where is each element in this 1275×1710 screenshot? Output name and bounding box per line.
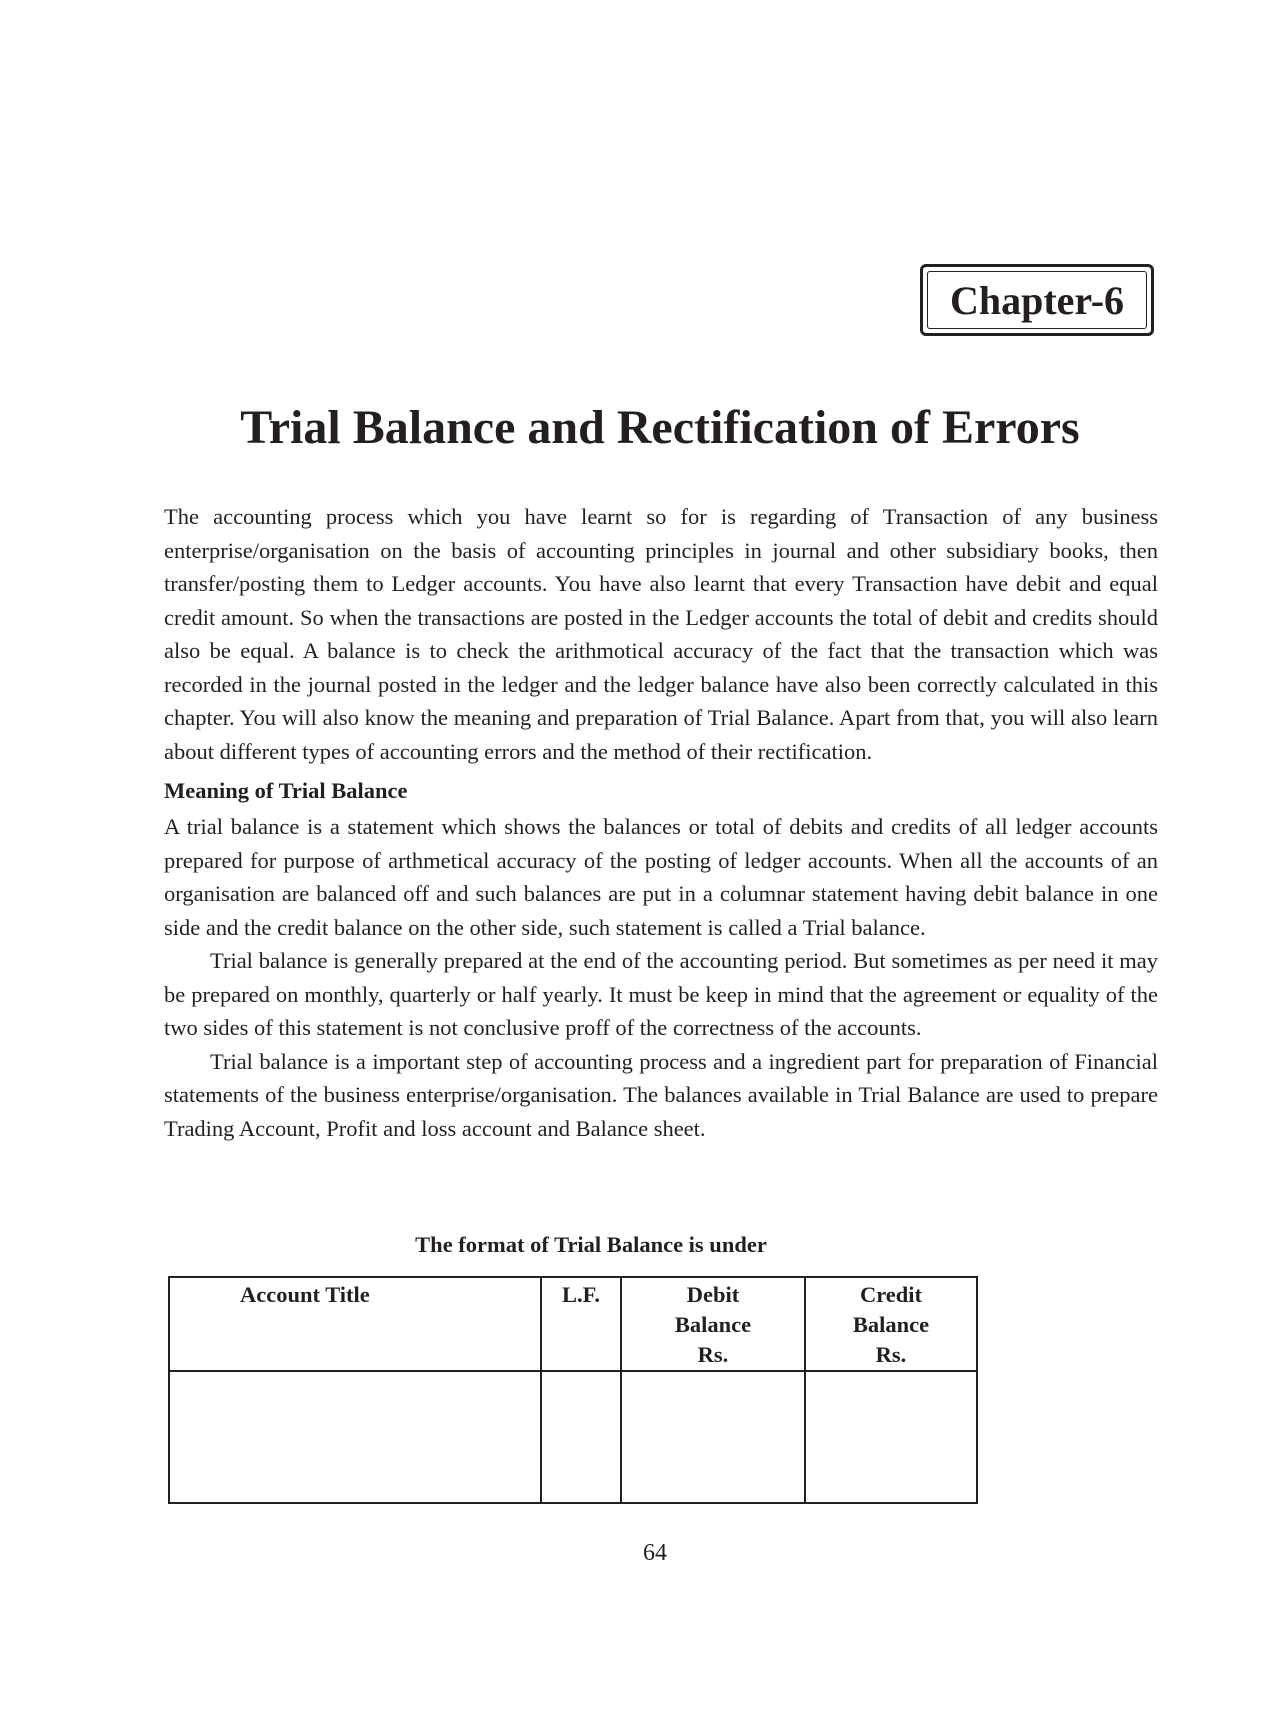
table-cell-lf: [541, 1371, 621, 1503]
table-row: [169, 1371, 977, 1503]
table-caption-wrapper: [164, 1232, 1158, 1258]
header-credit-line: Rs.: [875, 1342, 907, 1367]
header-account-title: Account Title: [169, 1277, 541, 1371]
section-paragraph: Trial balance is a important step of accounting process and a ingredient part for preparation of Financial statements of the business enterprise/organisation. The balances available in Trial Balance are used to prepare Trading Account, Profit and loss account and Balance sheet.: [164, 1048, 1158, 1141]
header-debit-line: Rs.: [697, 1342, 729, 1367]
section-paragraph: Trial balance is generally prepared at the end of the accounting period. But sometimes as per need it may be prepared on monthly, quarterly or half yearly. It must be keep in mind that the agreement or equality of the two sides of this statement is not conclusive proff of the correctness of the accounts.: [164, 948, 1158, 1040]
chapter-title: Trial Balance and Rectification of Errors: [240, 401, 1080, 454]
header-debit-line: Balance: [674, 1312, 752, 1337]
table-cell-account-title: [169, 1371, 541, 1503]
table-cell-debit: [621, 1371, 805, 1503]
header-credit-balance: [805, 1277, 977, 1371]
header-debit-line: Debit: [686, 1282, 740, 1307]
header-credit-line: Credit: [859, 1282, 923, 1307]
trial-balance-format-table: [168, 1276, 978, 1504]
table-caption: The format of Trial Balance is under: [415, 1232, 767, 1257]
chapter-body: [164, 500, 1158, 1145]
header-debit-balance: [621, 1277, 805, 1371]
intro-paragraph: The accounting process which you have learnt so for is regarding of Transaction of any business enterprise/organisation on the basis of accounting principles in journal and other subsidiary books, then transfer/posting them to Ledger accounts. You have also learnt that every Transaction have debit and equal credit amount. So when the transactions are posted in the Ledger accounts the total of debit and credits should also be equal. A balance is to check the arithmotical accuracy of the fact that the transaction which was recorded in the journal posted in the ledger and the ledger balance have also been correctly calculated in this chapter. You will also know the meaning and preparation of Trial Balance. Apart from that, you will also learn about different types of accounting errors and the method of their rectification.: [164, 504, 1158, 764]
chapter-label-box: [920, 264, 1154, 336]
section-paragraph: A trial balance is a statement which shows the balances or total of debits and credits of all ledger accounts prepared for purpose of arthmetical accuracy of the posting of ledger accounts. When all the accounts of an organisation are balanced off and such balances are put in a columnar statement having debit balance in one side and the credit balance on the other side, such statement is called a Trial balance.: [164, 814, 1158, 940]
table-header-row: [169, 1277, 977, 1371]
header-lf: L.F.: [541, 1277, 621, 1371]
header-credit-line: Balance: [852, 1312, 930, 1337]
chapter-label: Chapter-6: [927, 271, 1147, 329]
page-number: 64: [643, 1540, 667, 1566]
section-heading: Meaning of Trial Balance: [164, 778, 408, 803]
table-cell-credit: [805, 1371, 977, 1503]
